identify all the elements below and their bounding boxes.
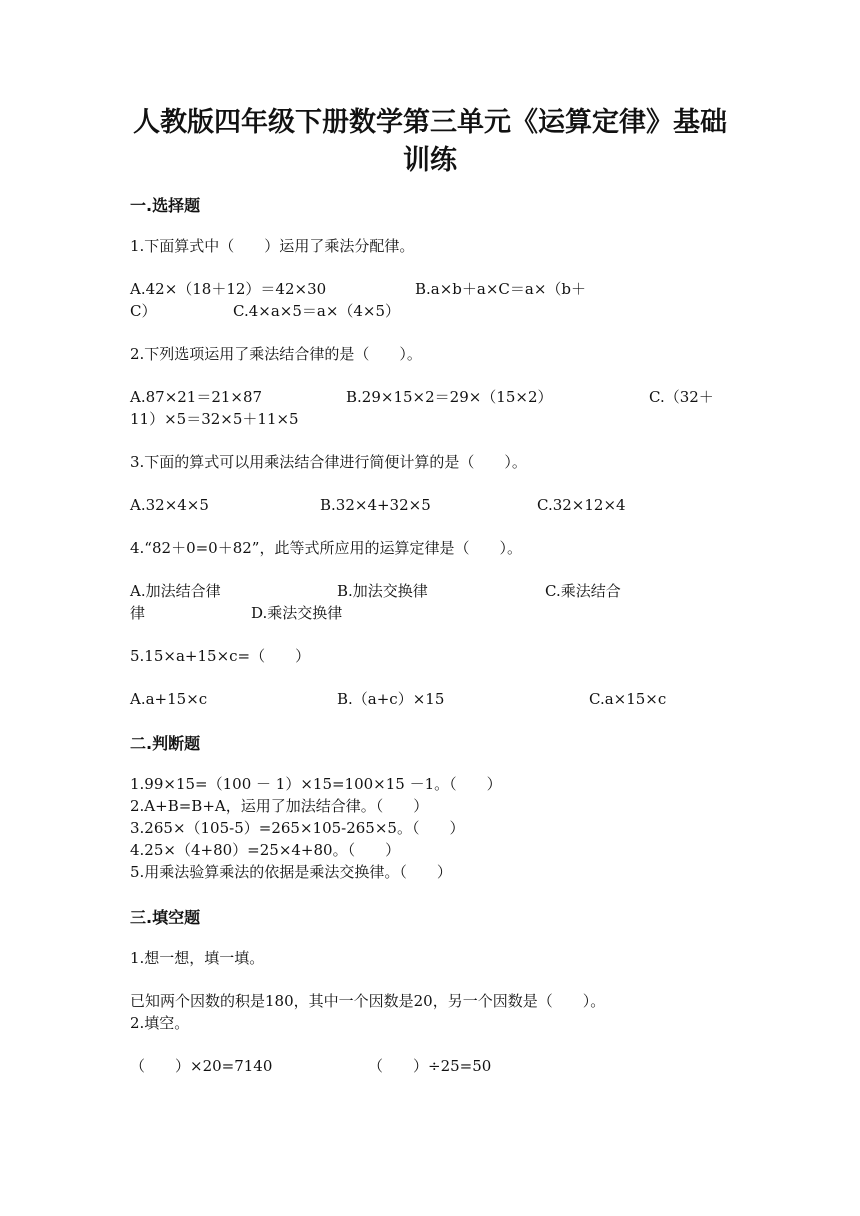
section-heading-fill: 三.填空题 <box>130 908 201 927</box>
q3-option-a: A.32×4×5 <box>130 496 209 514</box>
q5-option-b: B.（a+c）×15 <box>337 690 445 708</box>
q4-option-d: D.乘法交换律 <box>251 604 343 622</box>
q4-stem: 4.“82＋0=0＋82”，此等式所应用的运算定律是（ ）。 <box>130 539 522 557</box>
fill-q2-stem: 2.填空。 <box>130 1014 190 1032</box>
q3-option-c: C.32×12×4 <box>537 496 626 514</box>
q2-option-a: A.87×21＝21×87 <box>130 388 263 406</box>
q2-option-c: C.（32＋ <box>649 388 714 406</box>
q3-option-b: B.32×4+32×5 <box>320 496 431 514</box>
q5-stem: 5.15×a+15×c=（ ） <box>130 647 311 665</box>
q4-option-a: A.加法结合律 <box>130 582 221 600</box>
fill-q1-body: 已知两个因数的积是180，其中一个因数是20，另一个因数是（ ）。 <box>130 992 606 1010</box>
fill-q2-left: （ ）×20=7140 <box>130 1057 273 1075</box>
section-heading-judge: 二.判断题 <box>130 734 201 753</box>
q5-option-a: A.a+15×c <box>130 690 208 708</box>
q1-stem: 1.下面算式中（ ）运用了乘法分配律。 <box>130 237 415 255</box>
q1-option-b-cont: C） <box>130 302 157 320</box>
q3-stem: 3.下面的算式可以用乘法结合律进行简便计算的是（ ）。 <box>130 453 527 471</box>
judge-item: 1.99×15=（100 － 1）×15=100×15 －1。（ ） <box>130 775 502 793</box>
q2-option-b: B.29×15×2＝29×（15×2） <box>346 388 553 406</box>
q2-option-c-cont: 11）×5＝32×5＋11×5 <box>130 410 299 428</box>
title-line-2: 训练 <box>403 145 457 176</box>
q4-option-c-cont: 律 <box>130 604 146 622</box>
q1-option-a: A.42×（18＋12）＝42×30 <box>130 280 327 298</box>
section-heading-choice: 一.选择题 <box>130 196 201 215</box>
judge-item: 5.用乘法验算乘法的依据是乘法交换律。（ ） <box>130 863 452 881</box>
q4-option-c: C.乘法结合 <box>545 582 621 600</box>
judge-item: 2.A+B=B+A，运用了加法结合律。（ ） <box>130 797 429 815</box>
judge-item: 4.25×（4+80）=25×4+80。（ ） <box>130 841 401 859</box>
fill-q2-right: （ ）÷25=50 <box>368 1057 492 1075</box>
q4-option-b: B.加法交换律 <box>337 582 428 600</box>
judge-item: 3.265×（105-5）=265×105-265×5。（ ） <box>130 819 465 837</box>
q2-stem: 2.下列选项运用了乘法结合律的是（ ）。 <box>130 345 422 363</box>
q1-option-c: C.4×a×5＝a×（4×5） <box>233 302 401 320</box>
q1-option-b: B.a×b＋a×C＝a×（b＋ <box>415 280 587 298</box>
fill-q1-stem: 1.想一想，填一填。 <box>130 949 265 967</box>
page-title <box>0 104 860 180</box>
q5-option-c: C.a×15×c <box>589 690 667 708</box>
title-line-1: 人教版四年级下册数学第三单元《运算定律》基础 <box>133 107 727 138</box>
